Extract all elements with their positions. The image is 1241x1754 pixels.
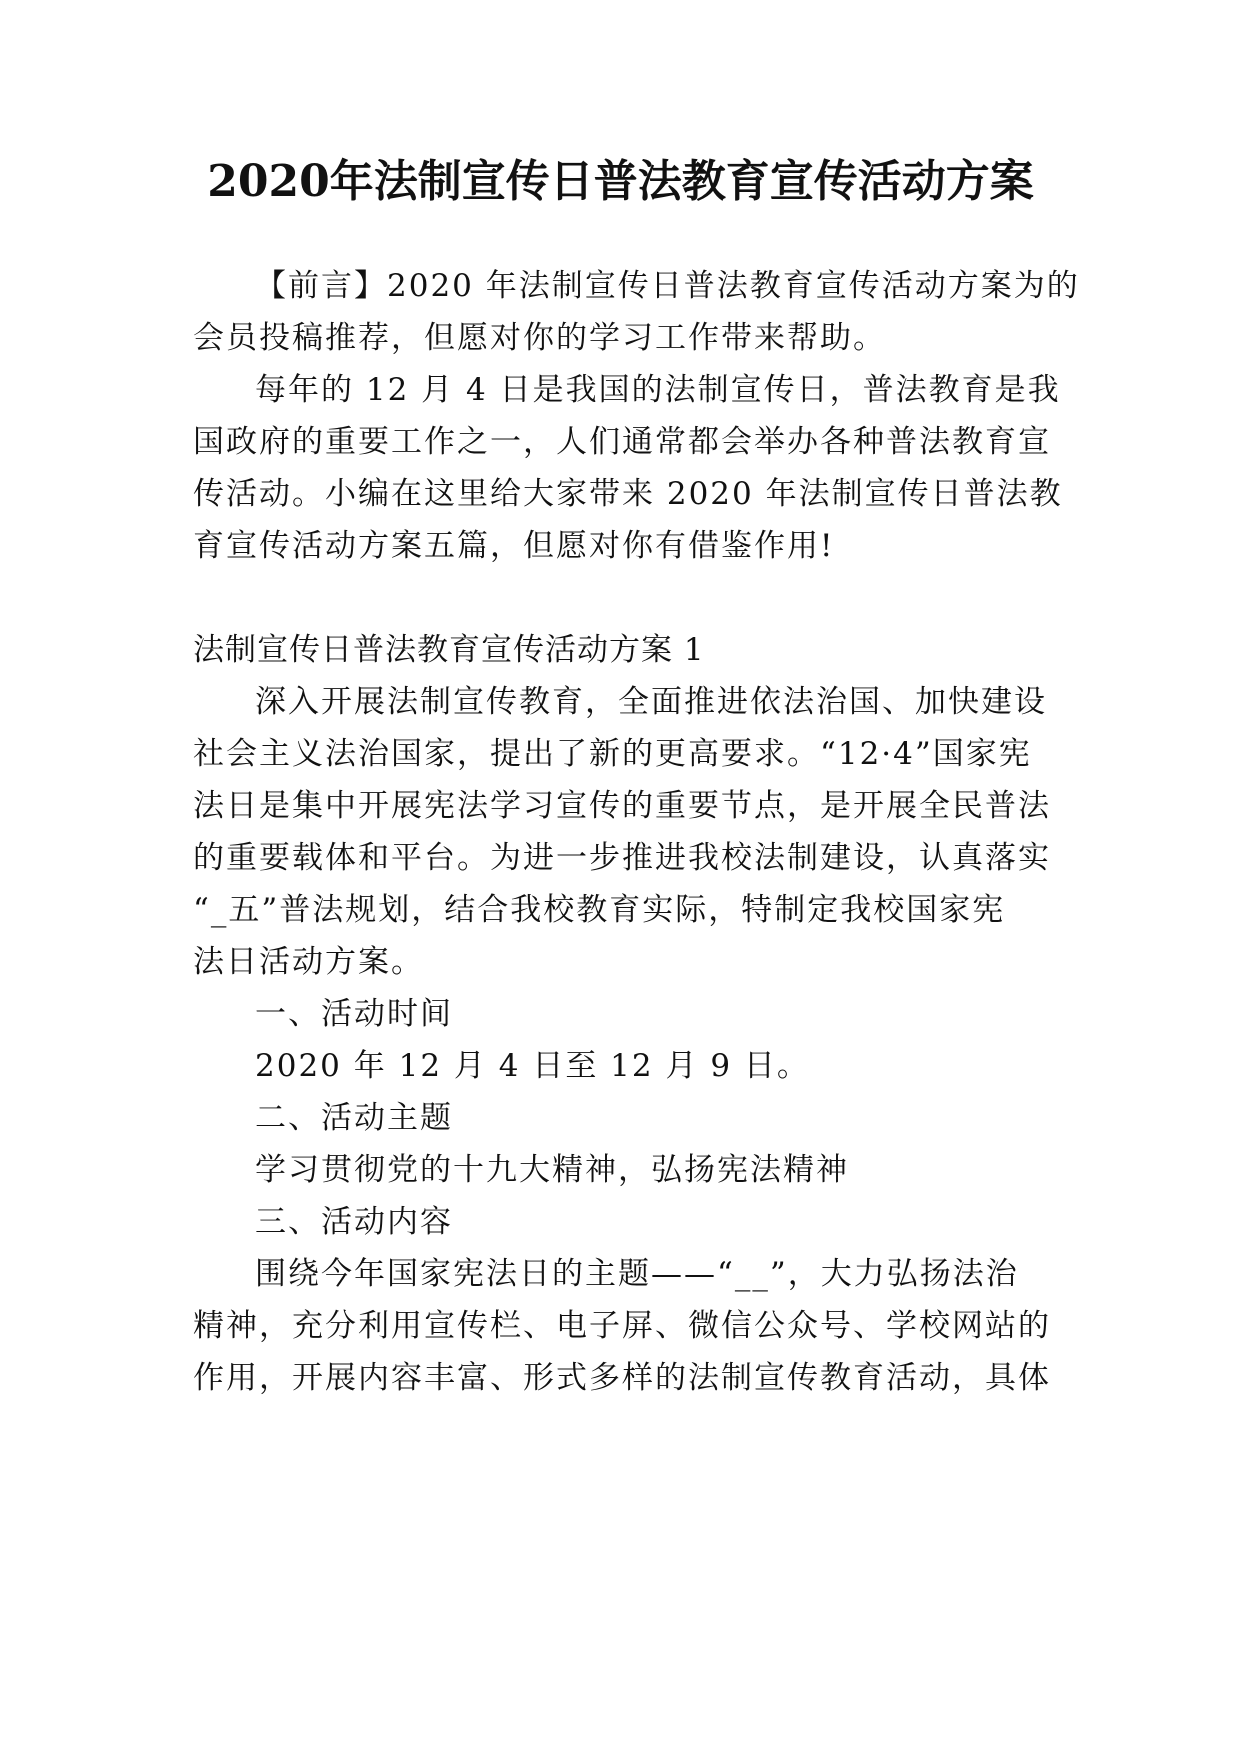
body-line-3: 法日是集中开展宪法学习宣传的重要节点，是开展全民普法 bbox=[193, 788, 1051, 824]
preface-line-1: 【前言】2020 年法制宣传日普法教育宣传活动方案为的 bbox=[255, 268, 1080, 304]
body-line-5: “_五”普法规划，结合我校教育实际，特制定我校国家宪 bbox=[193, 892, 1006, 928]
subheading-theme: 二、活动主题 bbox=[255, 1100, 453, 1136]
intro-line-1: 每年的 12 月 4 日是我国的法制宣传日，普法教育是我 bbox=[255, 372, 1061, 408]
body-line-6: 法日活动方案。 bbox=[193, 944, 424, 980]
preface-line-2: 会员投稿推荐，但愿对你的学习工作带来帮助。 bbox=[193, 320, 886, 356]
intro-line-2: 国政府的重要工作之一，人们通常都会举办各种普法教育宣 bbox=[193, 424, 1051, 460]
document-title: 2020年法制宣传日普法教育宣传活动方案 bbox=[207, 156, 1034, 207]
content-line-2: 精神，充分利用宣传栏、电子屏、微信公众号、学校网站的 bbox=[193, 1308, 1051, 1344]
body-line-4: 的重要载体和平台。为进一步推进我校法制建设，认真落实 bbox=[193, 840, 1051, 876]
intro-line-3: 传活动。小编在这里给大家带来 2020 年法制宣传日普法教 bbox=[193, 476, 1063, 512]
activity-theme-text: 学习贯彻党的十九大精神，弘扬宪法精神 bbox=[255, 1152, 849, 1188]
content-line-3: 作用，开展内容丰富、形式多样的法制宣传教育活动，具体 bbox=[193, 1360, 1051, 1396]
content-line-1: 围绕今年国家宪法日的主题——“__”，大力弘扬法治 bbox=[255, 1256, 1019, 1292]
body-line-1: 深入开展法制宣传教育，全面推进依法治国、加快建设 bbox=[255, 684, 1047, 720]
intro-line-4: 育宣传活动方案五篇，但愿对你有借鉴作用! bbox=[193, 528, 835, 564]
subheading-time: 一、活动时间 bbox=[255, 996, 453, 1032]
subheading-content: 三、活动内容 bbox=[255, 1204, 453, 1240]
body-line-2: 社会主义法治国家，提出了新的更高要求。“12·4”国家宪 bbox=[193, 736, 1032, 772]
activity-time-text: 2020 年 12 月 4 日至 12 月 9 日。 bbox=[255, 1048, 810, 1084]
section-heading: 法制宣传日普法教育宣传活动方案 1 bbox=[193, 632, 705, 668]
